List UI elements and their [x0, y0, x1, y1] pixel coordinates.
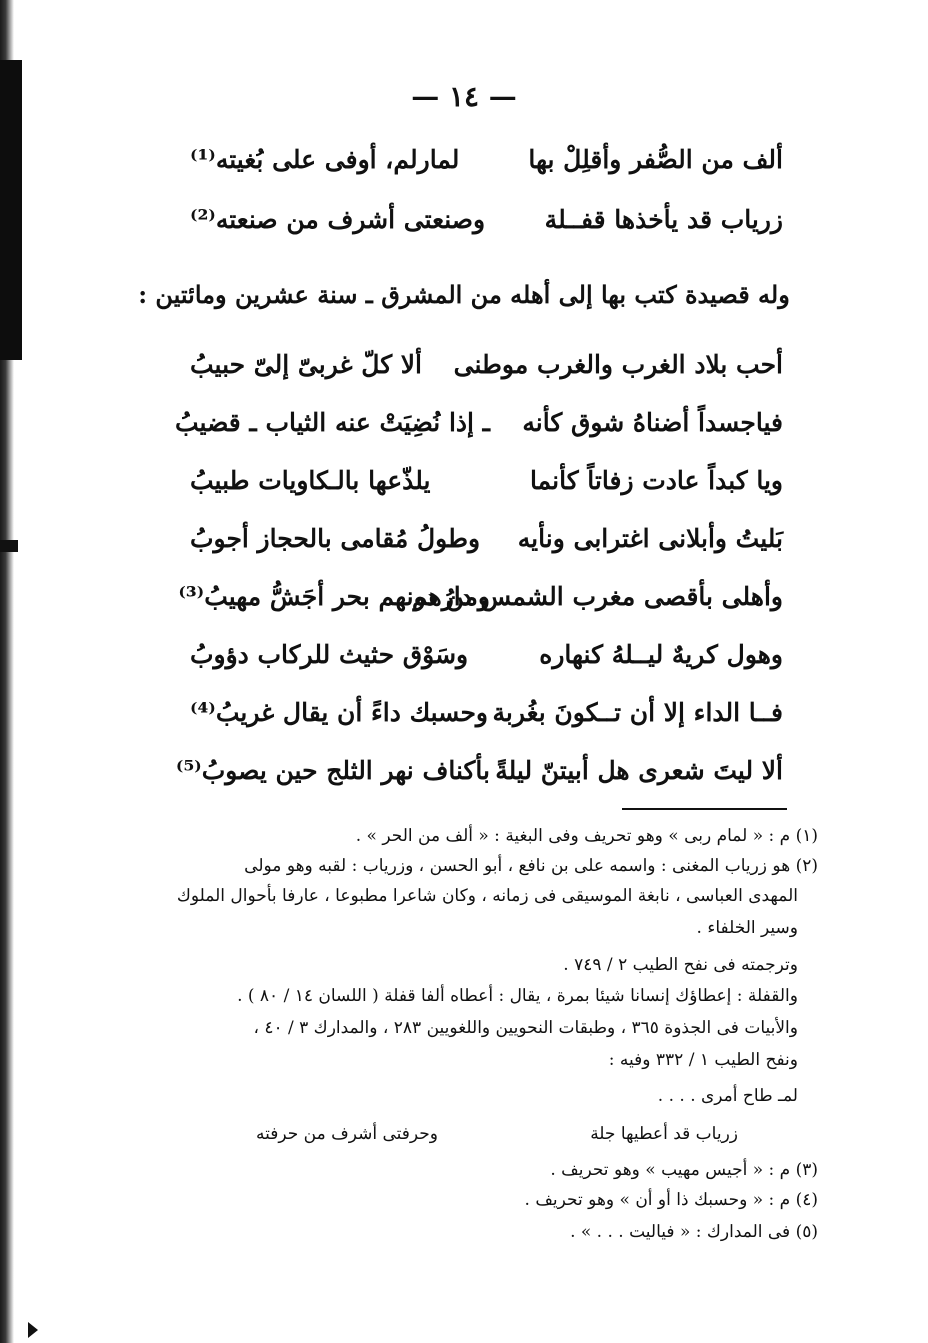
- verse-hemistich-2: ألا كلّ غربىّ إلىّ حبيبُ: [190, 350, 423, 379]
- corner-arrow-icon: [28, 1322, 38, 1338]
- verse-hemistich-2: وطولُ مُقامى بالحجاز أجوبُ: [190, 524, 481, 553]
- footnote-2-line: المهدى العباسى ، نابغة الموسيقى فى زمانه ، وكان شاعرا مطبوعا ، عارفا بأحوال الملوك: [176, 886, 798, 906]
- footnote-2-line: لمـ طاح أمرى . . . .: [657, 1086, 798, 1106]
- verse-hemistich-1: فــا الداء إلا أن تــكونَ بغُربة: [492, 698, 783, 727]
- verse-hemistich-1: أحب بلاد الغرب والغرب موطنى: [453, 350, 783, 379]
- verse-hemistich-2: ـ إذا نُضِيَتْ عنه الثياب ـ قضيبُ: [174, 408, 490, 437]
- footnote-2-line: (٢) هو زرياب المغنى : واسمه على بن نافع ، أبو الحسن ، وزرياب : لقبه وهو مولى: [244, 856, 818, 876]
- verse-hemistich-1: ألف من الصُّفر وأقلِلْ بها: [528, 145, 783, 174]
- verse-hemistich-1: فياجسداً أضناهُ شوق كأنه: [522, 408, 783, 437]
- page-number: — ١٤ —: [411, 80, 517, 113]
- verse-hemistich-2: يلذّعها بالـكاويات طبيبُ: [190, 466, 431, 495]
- verse-hemistich-2: وصنعتى أشرف من صنعته⁽²⁾: [190, 205, 486, 234]
- verse-hemistich-1: زرياب قد يأخذها قفــلة: [544, 205, 783, 234]
- verse-hemistich-1: وهول كريهٌ ليــلهُ كنهاره: [539, 640, 783, 669]
- footnote-3: (٣) م : « أجيس مهيب » وهو تحريف .: [550, 1160, 818, 1180]
- verse-hemistich-2: بأكناف نهر الثلج حين يصوبُ⁽⁵⁾: [175, 756, 490, 785]
- footnote-4: (٤) م : « وحسبك ذا أو أن » وهو تحريف .: [524, 1190, 818, 1210]
- footnote-2-line: وسير الخلفاء .: [696, 918, 798, 938]
- verse-hemistich-1: ألا ليتَ شعرى هل أبيتنّ ليلةً: [495, 756, 783, 785]
- verse-hemistich-2: ومن دونهم بحر أجَشُّ مهيبُ⁽³⁾: [178, 582, 490, 611]
- verse-hemistich-2: لمارلم، أوفى على بُغيته⁽¹⁾: [190, 145, 460, 174]
- verse-hemistich-2: وحسبك داءً أن يقال غريبُ⁽⁴⁾: [190, 698, 489, 727]
- footnote-divider: [622, 808, 787, 810]
- footnote-2-line: ونفح الطيب ١ / ٣٣٢ وفيه :: [608, 1050, 798, 1070]
- verse-hemistich-1: بَليتُ وأبلانى اغترابى ونأيه: [517, 524, 783, 553]
- verse-hemistich-1: وأهلى بأقصى مغرب الشمس دارُهم: [411, 582, 783, 611]
- scan-mark: [0, 540, 18, 552]
- footnote-verse-hemistich-2: وحرفتى أشرف من حرفته: [255, 1124, 438, 1144]
- footnote-2-line: وترجمته فى نفح الطيب ٢ / ٧٤٩ .: [563, 955, 798, 975]
- verse-hemistich-1: ويا كبداً عادت زفاتاً كأنما: [530, 466, 783, 495]
- footnote-5: (٥) فى المدارك : « فياليت . . . » .: [570, 1222, 818, 1242]
- verse-hemistich-2: وسَوْق حثيث للركاب دؤوبُ: [190, 640, 469, 669]
- footnote-2-line: والأبيات فى الجذوة ٣٦٥ ، وطبقات النحويين واللغويين ٢٨٣ ، والمدارك ٣ / ٤٠ ،: [253, 1018, 798, 1038]
- poem-heading: وله قصيدة كتب بها إلى أهله من المشرق ـ سنة عشرين ومائتين :: [138, 280, 790, 309]
- footnote-2-line: والقفلة : إعطاؤك إنسانا شيئا بمرة ، يقال : أعطاه ألفا قفلة ( اللسان ١٤ / ٨٠ ) .: [237, 986, 798, 1006]
- footnote-verse-hemistich-1: زرياب قد أعطيها جلة: [590, 1124, 738, 1144]
- footnote-1: (١) م : « لمام ربى » وهو تحريف وفى البغية : « ألف من الحر » .: [355, 826, 818, 846]
